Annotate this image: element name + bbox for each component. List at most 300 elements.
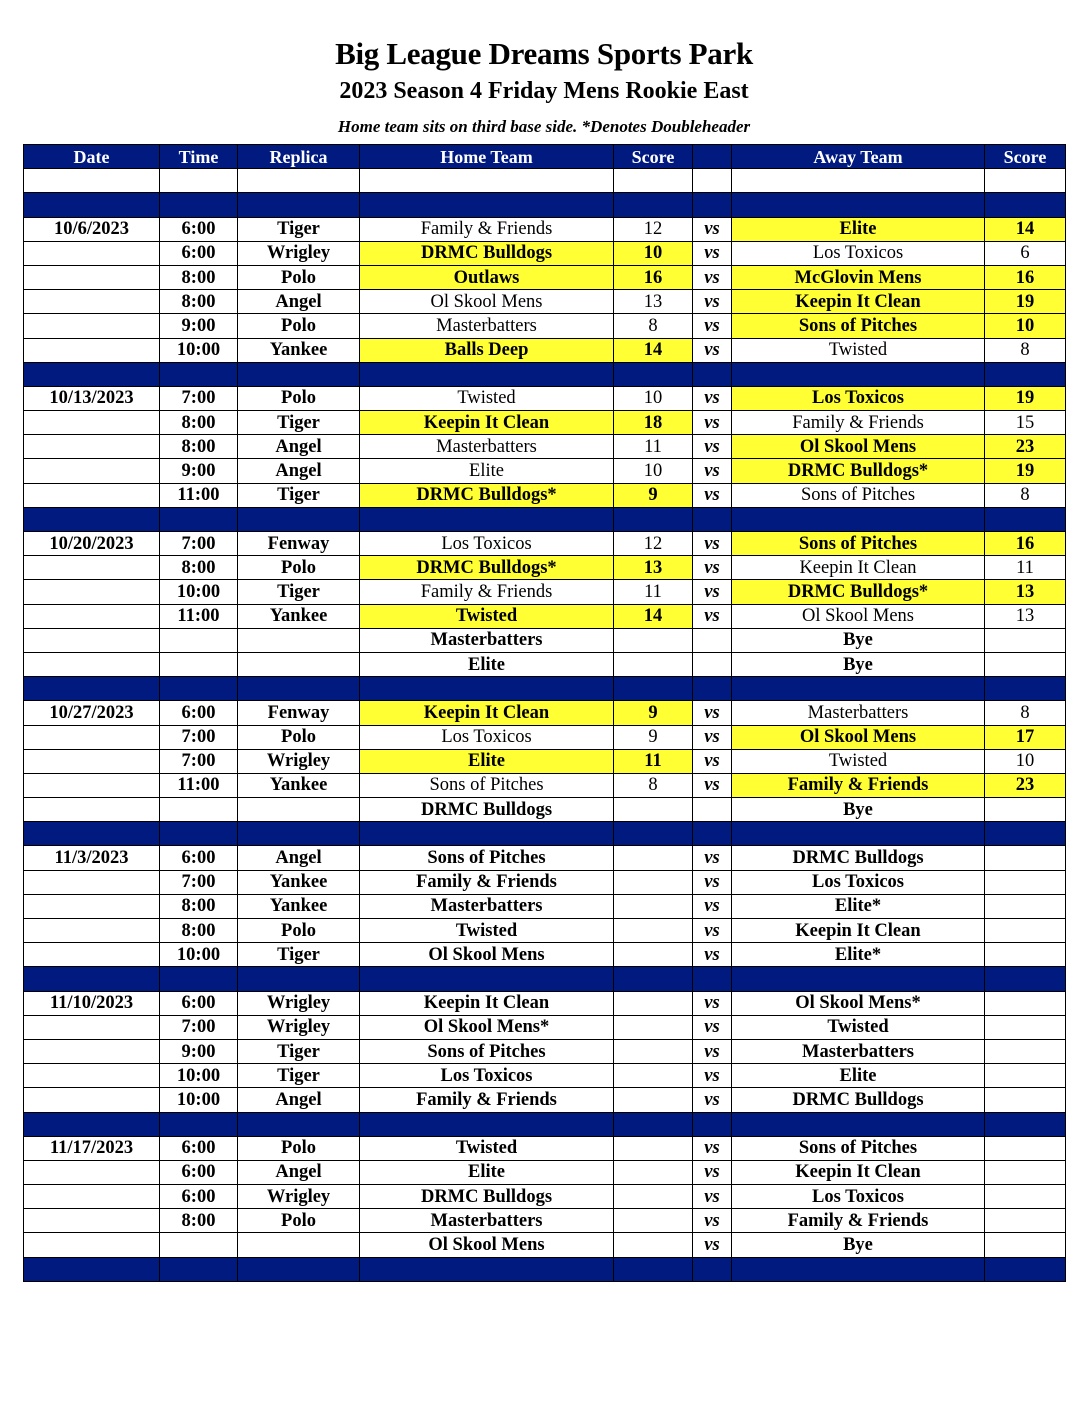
home-score-cell [614, 1136, 693, 1160]
time-cell: 10:00 [160, 338, 238, 362]
away-score-cell [985, 1039, 1066, 1063]
game-row [24, 846, 1066, 870]
away-team-cell: DRMC Bulldogs [732, 1088, 985, 1112]
date-cell [24, 435, 160, 459]
vs-cell [693, 652, 732, 676]
away-score-cell: 6 [985, 241, 1066, 265]
time-cell: 8:00 [160, 556, 238, 580]
away-team-cell: Sons of Pitches [732, 532, 985, 556]
time-cell [160, 1112, 238, 1136]
time-cell: 10:00 [160, 1064, 238, 1088]
col-header-vs [693, 145, 732, 169]
away-score-cell [985, 870, 1066, 894]
away-score-cell [985, 1112, 1066, 1136]
away-score-cell: 17 [985, 725, 1066, 749]
field-cell: Tiger [238, 217, 360, 241]
away-team-cell [732, 1257, 985, 1281]
game-row [24, 749, 1066, 773]
home-score-cell [614, 1185, 693, 1209]
vs-cell [693, 362, 732, 386]
game-row [24, 435, 1066, 459]
date-cell [24, 773, 160, 797]
away-team-cell [732, 822, 985, 846]
date-cell [24, 314, 160, 338]
date-cell [24, 1039, 160, 1063]
field-cell [238, 1233, 360, 1257]
game-row [24, 483, 1066, 507]
away-score-cell [985, 1233, 1066, 1257]
away-score-cell [985, 1257, 1066, 1281]
vs-cell: vs [693, 1209, 732, 1233]
vs-cell: vs [693, 919, 732, 943]
away-score-cell [985, 677, 1066, 701]
field-cell: Tiger [238, 1064, 360, 1088]
date-cell [24, 1064, 160, 1088]
field-cell: Tiger [238, 411, 360, 435]
week-separator [24, 362, 1066, 386]
date-cell [24, 919, 160, 943]
away-score-cell: 8 [985, 338, 1066, 362]
home-team-cell: DRMC Bulldogs [360, 798, 614, 822]
vs-cell: vs [693, 773, 732, 797]
game-row [24, 1088, 1066, 1112]
time-cell: 11:00 [160, 773, 238, 797]
vs-cell [693, 677, 732, 701]
date-cell [24, 483, 160, 507]
home-score-cell [614, 1233, 693, 1257]
vs-cell: vs [693, 1185, 732, 1209]
home-score-cell: 16 [614, 265, 693, 289]
time-cell: 6:00 [160, 241, 238, 265]
date-cell: 10/6/2023 [24, 217, 160, 241]
home-score-cell [614, 507, 693, 531]
home-score-cell [614, 991, 693, 1015]
game-row [24, 1064, 1066, 1088]
schedule-note: Home team sits on third base side. *Denotes Doubleheader [337, 117, 751, 136]
home-team-cell: Elite [360, 1160, 614, 1184]
away-team-cell: Ol Skool Mens* [732, 991, 985, 1015]
vs-cell: vs [693, 290, 732, 314]
home-team-cell [360, 822, 614, 846]
vs-cell [693, 628, 732, 652]
away-score-cell: 19 [985, 386, 1066, 410]
date-cell [24, 749, 160, 773]
time-cell: 7:00 [160, 749, 238, 773]
game-row [24, 265, 1066, 289]
home-score-cell: 10 [614, 386, 693, 410]
away-score-cell: 23 [985, 435, 1066, 459]
field-cell [238, 967, 360, 991]
field-cell: Polo [238, 1209, 360, 1233]
away-score-cell: 10 [985, 749, 1066, 773]
date-cell [24, 338, 160, 362]
away-score-cell: 19 [985, 459, 1066, 483]
field-cell: Yankee [238, 870, 360, 894]
game-row [24, 725, 1066, 749]
home-team-cell: Outlaws [360, 265, 614, 289]
home-team-cell: Ol Skool Mens [360, 1233, 614, 1257]
home-score-cell: 11 [614, 580, 693, 604]
home-score-cell [614, 169, 693, 193]
field-cell: Wrigley [238, 1015, 360, 1039]
field-cell: Yankee [238, 773, 360, 797]
away-score-cell: 15 [985, 411, 1066, 435]
schedule-table [23, 144, 1066, 1282]
date-cell [24, 265, 160, 289]
away-score-cell: 13 [985, 580, 1066, 604]
away-team-cell [732, 362, 985, 386]
home-team-cell: Twisted [360, 1136, 614, 1160]
away-team-cell: Sons of Pitches [732, 314, 985, 338]
week-separator [24, 1112, 1066, 1136]
col-header-replica: Replica [238, 145, 360, 169]
date-cell [24, 1233, 160, 1257]
date-cell [24, 652, 160, 676]
away-team-cell: Bye [732, 628, 985, 652]
home-score-cell [614, 1064, 693, 1088]
away-score-cell [985, 1136, 1066, 1160]
game-row [24, 386, 1066, 410]
week-separator [24, 1257, 1066, 1281]
home-score-cell [614, 967, 693, 991]
game-row [24, 290, 1066, 314]
away-team-cell [732, 677, 985, 701]
home-team-cell: Family & Friends [360, 1088, 614, 1112]
home-team-cell: Masterbatters [360, 894, 614, 918]
time-cell: 9:00 [160, 459, 238, 483]
date-cell [24, 677, 160, 701]
date-cell: 10/20/2023 [24, 532, 160, 556]
away-team-cell: Sons of Pitches [732, 483, 985, 507]
time-cell: 10:00 [160, 943, 238, 967]
date-cell [24, 507, 160, 531]
away-score-cell [985, 1064, 1066, 1088]
away-score-cell [985, 894, 1066, 918]
away-team-cell: Keepin It Clean [732, 1160, 985, 1184]
away-team-cell: McGlovin Mens [732, 265, 985, 289]
time-cell: 8:00 [160, 290, 238, 314]
away-score-cell: 16 [985, 265, 1066, 289]
field-cell: Angel [238, 459, 360, 483]
game-row [24, 919, 1066, 943]
home-score-cell [614, 628, 693, 652]
home-team-cell: Twisted [360, 604, 614, 628]
field-cell: Polo [238, 556, 360, 580]
field-cell: Fenway [238, 701, 360, 725]
field-cell: Tiger [238, 1039, 360, 1063]
home-score-cell: 14 [614, 338, 693, 362]
time-cell: 8:00 [160, 265, 238, 289]
field-cell: Angel [238, 1088, 360, 1112]
col-header-home-team: Home Team [360, 145, 614, 169]
date-cell [24, 1160, 160, 1184]
away-score-cell: 8 [985, 701, 1066, 725]
home-score-cell [614, 193, 693, 217]
vs-cell: vs [693, 265, 732, 289]
game-row [24, 628, 1066, 652]
home-team-cell: Sons of Pitches [360, 773, 614, 797]
away-team-cell [732, 967, 985, 991]
away-team-cell: Elite [732, 217, 985, 241]
away-team-cell: Ol Skool Mens [732, 435, 985, 459]
away-team-cell: Family & Friends [732, 773, 985, 797]
home-score-cell [614, 1015, 693, 1039]
away-score-cell [985, 991, 1066, 1015]
home-team-cell: Family & Friends [360, 217, 614, 241]
home-score-cell [614, 919, 693, 943]
game-row [24, 1233, 1066, 1257]
home-team-cell: Ol Skool Mens [360, 290, 614, 314]
field-cell: Polo [238, 314, 360, 338]
game-row [24, 459, 1066, 483]
vs-cell: vs [693, 943, 732, 967]
field-cell [238, 1112, 360, 1136]
home-team-cell: Los Toxicos [360, 532, 614, 556]
away-team-cell: DRMC Bulldogs* [732, 580, 985, 604]
time-cell [160, 628, 238, 652]
vs-cell: vs [693, 241, 732, 265]
away-score-cell: 16 [985, 532, 1066, 556]
field-cell: Tiger [238, 943, 360, 967]
away-score-cell [985, 628, 1066, 652]
away-score-cell [985, 798, 1066, 822]
date-cell: 11/17/2023 [24, 1136, 160, 1160]
game-row [24, 1160, 1066, 1184]
away-team-cell: Los Toxicos [732, 386, 985, 410]
game-row [24, 943, 1066, 967]
time-cell: 11:00 [160, 483, 238, 507]
time-cell [160, 822, 238, 846]
home-team-cell [360, 1257, 614, 1281]
home-team-cell: Sons of Pitches [360, 1039, 614, 1063]
home-team-cell: Twisted [360, 919, 614, 943]
home-team-cell: Masterbatters [360, 628, 614, 652]
game-row [24, 314, 1066, 338]
away-score-cell: 14 [985, 217, 1066, 241]
vs-cell: vs [693, 991, 732, 1015]
away-team-cell: DRMC Bulldogs* [732, 459, 985, 483]
away-team-cell [732, 507, 985, 531]
field-cell: Polo [238, 265, 360, 289]
vs-cell: vs [693, 604, 732, 628]
date-cell [24, 411, 160, 435]
home-team-cell: Family & Friends [360, 870, 614, 894]
home-team-cell: Sons of Pitches [360, 846, 614, 870]
date-cell [24, 725, 160, 749]
field-cell: Angel [238, 846, 360, 870]
field-cell [238, 362, 360, 386]
away-score-cell [985, 1209, 1066, 1233]
away-team-cell: Los Toxicos [732, 1185, 985, 1209]
away-score-cell [985, 1088, 1066, 1112]
date-cell [24, 1112, 160, 1136]
time-cell: 6:00 [160, 846, 238, 870]
home-score-cell: 9 [614, 483, 693, 507]
home-team-cell: Ol Skool Mens* [360, 1015, 614, 1039]
time-cell: 6:00 [160, 991, 238, 1015]
home-score-cell: 8 [614, 314, 693, 338]
home-score-cell [614, 1088, 693, 1112]
game-row [24, 604, 1066, 628]
away-team-cell [732, 1112, 985, 1136]
date-cell [24, 193, 160, 217]
away-team-cell: Bye [732, 652, 985, 676]
away-team-cell [732, 193, 985, 217]
home-team-cell: DRMC Bulldogs [360, 1185, 614, 1209]
time-cell [160, 798, 238, 822]
home-team-cell [360, 507, 614, 531]
away-team-cell: Masterbatters [732, 701, 985, 725]
home-team-cell [360, 362, 614, 386]
time-cell [160, 677, 238, 701]
date-cell [24, 556, 160, 580]
home-team-cell: Los Toxicos [360, 1064, 614, 1088]
field-cell: Wrigley [238, 241, 360, 265]
date-cell [24, 290, 160, 314]
time-cell: 7:00 [160, 725, 238, 749]
home-score-cell [614, 1112, 693, 1136]
vs-cell: vs [693, 1160, 732, 1184]
week-separator [24, 822, 1066, 846]
away-team-cell: Bye [732, 1233, 985, 1257]
game-row [24, 870, 1066, 894]
away-score-cell [985, 169, 1066, 193]
home-score-cell: 9 [614, 701, 693, 725]
home-score-cell: 9 [614, 725, 693, 749]
date-cell: 11/3/2023 [24, 846, 160, 870]
home-score-cell: 10 [614, 241, 693, 265]
time-cell [160, 169, 238, 193]
away-score-cell: 19 [985, 290, 1066, 314]
home-team-cell: Elite [360, 749, 614, 773]
home-team-cell [360, 967, 614, 991]
home-score-cell [614, 894, 693, 918]
away-team-cell: Bye [732, 798, 985, 822]
home-score-cell: 11 [614, 749, 693, 773]
away-score-cell [985, 919, 1066, 943]
field-cell [238, 169, 360, 193]
away-team-cell: Family & Friends [732, 411, 985, 435]
away-team-cell: Sons of Pitches [732, 1136, 985, 1160]
game-row [24, 1136, 1066, 1160]
home-score-cell: 10 [614, 459, 693, 483]
date-cell [24, 169, 160, 193]
time-cell [160, 507, 238, 531]
home-team-cell: Elite [360, 652, 614, 676]
game-row [24, 652, 1066, 676]
home-team-cell: Masterbatters [360, 435, 614, 459]
away-score-cell [985, 967, 1066, 991]
vs-cell: vs [693, 217, 732, 241]
time-cell: 8:00 [160, 411, 238, 435]
home-score-cell: 14 [614, 604, 693, 628]
away-score-cell [985, 1185, 1066, 1209]
home-score-cell [614, 943, 693, 967]
away-team-cell: Keepin It Clean [732, 919, 985, 943]
schedule-body [24, 169, 1066, 1282]
time-cell: 6:00 [160, 1160, 238, 1184]
home-team-cell: Twisted [360, 386, 614, 410]
vs-cell: vs [693, 1233, 732, 1257]
away-team-cell: Keepin It Clean [732, 290, 985, 314]
time-cell: 9:00 [160, 314, 238, 338]
home-score-cell: 13 [614, 556, 693, 580]
vs-cell: vs [693, 894, 732, 918]
away-team-cell: Los Toxicos [732, 241, 985, 265]
vs-cell: vs [693, 532, 732, 556]
date-cell [24, 943, 160, 967]
home-team-cell: Keepin It Clean [360, 411, 614, 435]
date-cell [24, 1088, 160, 1112]
date-cell: 10/27/2023 [24, 701, 160, 725]
field-cell: Tiger [238, 483, 360, 507]
field-cell [238, 822, 360, 846]
date-cell [24, 870, 160, 894]
home-team-cell: Masterbatters [360, 1209, 614, 1233]
vs-cell [693, 798, 732, 822]
home-team-cell: Keepin It Clean [360, 991, 614, 1015]
col-header-away-team: Away Team [732, 145, 985, 169]
home-team-cell: Balls Deep [360, 338, 614, 362]
vs-cell [693, 822, 732, 846]
home-score-cell: 8 [614, 773, 693, 797]
home-score-cell [614, 1039, 693, 1063]
away-score-cell [985, 1160, 1066, 1184]
date-cell: 11/10/2023 [24, 991, 160, 1015]
week-separator [24, 507, 1066, 531]
away-team-cell: Ol Skool Mens [732, 604, 985, 628]
game-row [24, 411, 1066, 435]
home-score-cell: 13 [614, 290, 693, 314]
field-cell [238, 193, 360, 217]
away-score-cell [985, 1015, 1066, 1039]
field-cell: Fenway [238, 532, 360, 556]
time-cell [160, 193, 238, 217]
date-cell [24, 967, 160, 991]
field-cell: Wrigley [238, 1185, 360, 1209]
field-cell [238, 652, 360, 676]
date-cell [24, 362, 160, 386]
home-score-cell [614, 870, 693, 894]
vs-cell: vs [693, 338, 732, 362]
field-cell [238, 677, 360, 701]
home-team-cell: Family & Friends [360, 580, 614, 604]
vs-cell: vs [693, 411, 732, 435]
time-cell: 7:00 [160, 386, 238, 410]
home-score-cell [614, 677, 693, 701]
page-title: Big League Dreams Sports Park [335, 36, 753, 71]
header-row [24, 145, 1066, 169]
week-separator [24, 967, 1066, 991]
field-cell [238, 798, 360, 822]
time-cell: 10:00 [160, 580, 238, 604]
vs-cell: vs [693, 1015, 732, 1039]
vs-cell: vs [693, 386, 732, 410]
vs-cell: vs [693, 314, 732, 338]
game-row [24, 217, 1066, 241]
away-score-cell: 13 [985, 604, 1066, 628]
away-team-cell: Twisted [732, 749, 985, 773]
date-cell [24, 894, 160, 918]
date-cell [24, 604, 160, 628]
field-cell: Polo [238, 386, 360, 410]
col-header-home-score: Score [614, 145, 693, 169]
date-cell [24, 1209, 160, 1233]
date-cell [24, 798, 160, 822]
date-cell: 10/13/2023 [24, 386, 160, 410]
vs-cell: vs [693, 725, 732, 749]
vs-cell [693, 169, 732, 193]
